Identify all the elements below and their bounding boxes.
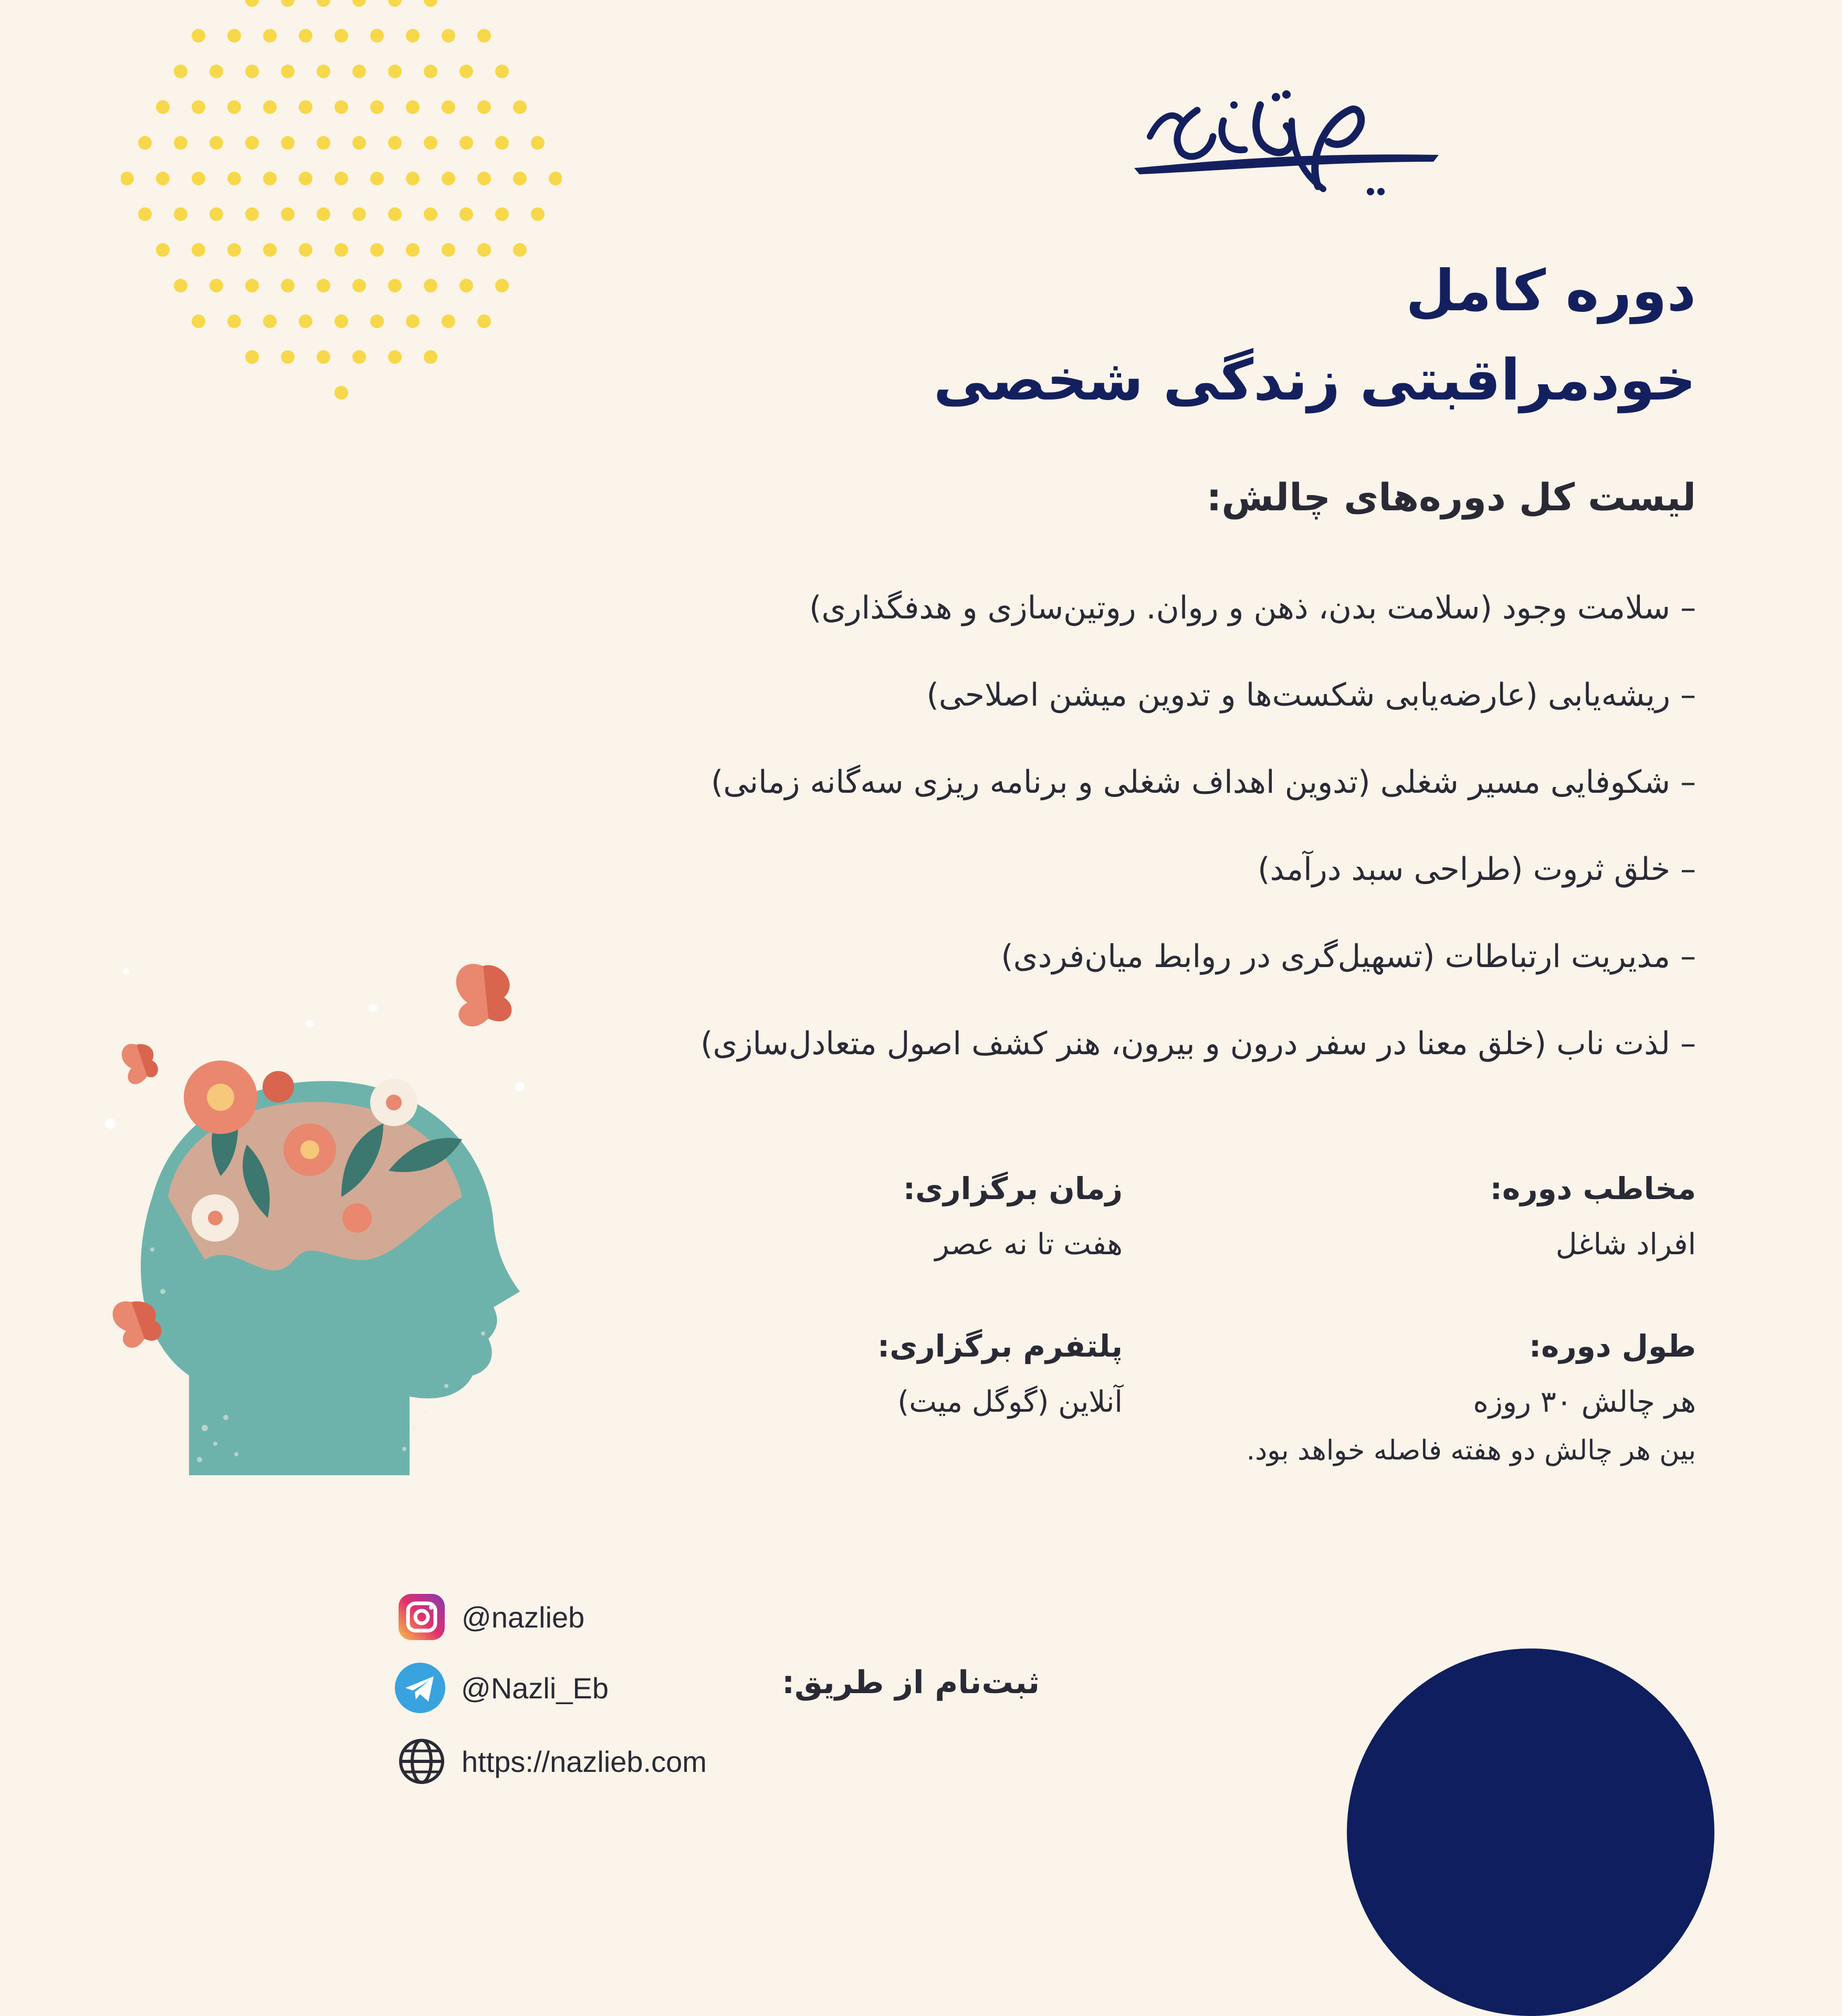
dot <box>174 207 187 221</box>
dot <box>370 172 384 185</box>
dot <box>424 136 437 150</box>
dot <box>192 100 205 114</box>
dot <box>299 314 312 328</box>
dot <box>442 100 455 114</box>
dot <box>388 0 402 7</box>
list-item: – سلامت وجود (سلامت بدن، ذهن و روان. روتین‌سازی و هدفگذاری) <box>809 590 1696 626</box>
dot <box>334 172 348 185</box>
dot <box>192 172 205 185</box>
dot <box>424 65 437 78</box>
dot <box>227 29 241 43</box>
dot <box>192 29 205 43</box>
dot <box>334 386 348 400</box>
dot <box>192 314 205 328</box>
dot <box>495 65 509 78</box>
dot <box>513 100 527 114</box>
dot <box>424 279 437 292</box>
dot <box>424 350 437 364</box>
dot <box>210 207 223 221</box>
dot <box>299 243 312 257</box>
dot <box>459 279 473 292</box>
butterfly-icon <box>456 964 512 1026</box>
brand-logo <box>1118 74 1454 205</box>
dot <box>370 100 384 114</box>
dot <box>317 350 330 364</box>
dot <box>317 207 330 221</box>
time-label: زمان برگزاری: <box>903 1171 1123 1206</box>
dot <box>406 29 420 43</box>
dot <box>352 0 366 7</box>
website-url: https://nazlieb.com <box>462 1745 707 1778</box>
dot <box>334 314 348 328</box>
time-block <box>650 1171 1123 1262</box>
dot <box>406 314 420 328</box>
instagram-link[interactable] <box>396 1591 584 1643</box>
dot <box>352 136 366 150</box>
dot <box>549 172 562 185</box>
dot <box>174 136 187 150</box>
dot <box>281 350 295 364</box>
list-item: – ریشه‌یابی (عارضه‌یابی شکست‌ها و تدوین میشن اصلاحی) <box>926 677 1696 713</box>
dot <box>156 243 170 257</box>
dot <box>281 0 295 7</box>
dot <box>299 29 312 43</box>
dot <box>227 100 241 114</box>
dot <box>459 65 473 78</box>
dot <box>299 172 312 185</box>
telegram-handle: @Nazli_Eb <box>461 1671 609 1705</box>
dot <box>352 350 366 364</box>
title-line-2: خودمراقبتی زندگی شخصی <box>933 348 1696 413</box>
dot <box>477 314 491 328</box>
dot <box>406 243 420 257</box>
duration-label: طول دوره: <box>1529 1328 1696 1364</box>
audience-value: افراد شاغل <box>1555 1227 1696 1262</box>
website-link[interactable] <box>396 1735 707 1788</box>
dot <box>442 172 455 185</box>
challenge-list-heading: لیست کل دوره‌های چالش: <box>1206 475 1696 519</box>
instagram-icon <box>396 1592 447 1642</box>
dot <box>388 136 402 150</box>
dot <box>263 100 277 114</box>
dot <box>174 279 187 292</box>
dot <box>513 243 527 257</box>
dot <box>424 207 437 221</box>
dot <box>406 172 420 185</box>
dot <box>459 207 473 221</box>
dot <box>227 243 241 257</box>
dot <box>245 279 259 292</box>
dot <box>495 279 509 292</box>
dot <box>388 65 402 78</box>
register-label: ثبت‌نام از طریق: <box>782 1664 1040 1701</box>
dot <box>121 172 134 185</box>
dot <box>495 136 509 150</box>
dot <box>245 65 259 78</box>
dot <box>442 314 455 328</box>
dot <box>477 172 491 185</box>
dot <box>263 314 277 328</box>
dot <box>334 29 348 43</box>
dot <box>406 100 420 114</box>
dot <box>210 279 223 292</box>
dot <box>156 100 170 114</box>
dot <box>192 243 205 257</box>
list-item: – مدیریت ارتباطات (تسهیل‌گری در روابط میان‌فردی) <box>1001 938 1696 975</box>
dot <box>477 100 491 114</box>
navy-circle-decoration <box>1347 1648 1714 2016</box>
dot <box>263 29 277 43</box>
dot <box>317 279 330 292</box>
title-line-1: دوره کامل <box>1406 258 1696 324</box>
telegram-icon <box>394 1662 446 1714</box>
dot <box>477 243 491 257</box>
dot <box>281 136 295 150</box>
list-item: – خلق ثروت (طراحی سبد درآمد) <box>1258 851 1696 888</box>
dot <box>299 100 312 114</box>
dot <box>263 243 277 257</box>
dot <box>370 243 384 257</box>
dot <box>138 207 152 221</box>
dot <box>245 136 259 150</box>
dot <box>531 207 545 221</box>
time-value: هفت تا نه عصر <box>935 1227 1123 1262</box>
platform-label: پلتفرم برگزاری: <box>877 1328 1123 1364</box>
platform-block <box>650 1328 1123 1419</box>
list-item: – لذت ناب (خلق معنا در سفر درون و بیرون، هنر کشف اصول متعادل‌سازی) <box>700 1025 1696 1062</box>
dot <box>459 136 473 150</box>
dot <box>317 0 330 7</box>
audience-block <box>1223 1171 1696 1262</box>
dot <box>352 65 366 78</box>
dot <box>227 172 241 185</box>
dot <box>495 207 509 221</box>
dot <box>263 172 277 185</box>
dot <box>245 207 259 221</box>
list-item: – شکوفایی مسیر شغلی (تدوین اهداف شغلی و برنامه ریزی سه‌گانه زمانی) <box>710 764 1696 801</box>
dot <box>317 65 330 78</box>
instagram-handle: @nazlieb <box>462 1600 585 1634</box>
dot <box>281 279 295 292</box>
dot <box>370 29 384 43</box>
dot <box>156 172 170 185</box>
dot <box>388 279 402 292</box>
platform-value: آنلاین (گوگل میت) <box>897 1385 1123 1419</box>
dot <box>210 65 223 78</box>
dot <box>281 207 295 221</box>
dot <box>281 65 295 78</box>
globe-icon <box>396 1736 447 1787</box>
dot <box>513 172 527 185</box>
dot-pattern-decoration <box>121 0 562 420</box>
challenge-list <box>436 564 1696 1087</box>
duration-value: هر چالش ۳۰ روزه <box>1473 1385 1696 1419</box>
dot <box>531 136 545 150</box>
dot <box>352 207 366 221</box>
dot <box>442 243 455 257</box>
audience-label: مخاطب دوره: <box>1490 1171 1696 1206</box>
dot <box>477 29 491 43</box>
dot <box>388 350 402 364</box>
course-title <box>646 247 1696 425</box>
signature-logo-graphic <box>1118 74 1454 205</box>
dot <box>424 0 437 7</box>
dot <box>138 136 152 150</box>
head-with-flowers-illustration <box>47 924 604 1480</box>
duration-note: بین هر چالش دو هفته فاصله خواهد بود. <box>1246 1435 1696 1466</box>
dot <box>210 136 223 150</box>
telegram-link[interactable] <box>394 1662 609 1714</box>
dot <box>442 29 455 43</box>
dot <box>227 314 241 328</box>
dot <box>370 314 384 328</box>
dot <box>334 243 348 257</box>
dot <box>245 350 259 364</box>
dot <box>334 100 348 114</box>
dot <box>245 0 259 7</box>
dot <box>174 65 187 78</box>
dot <box>352 279 366 292</box>
dot <box>317 136 330 150</box>
dot <box>388 207 402 221</box>
